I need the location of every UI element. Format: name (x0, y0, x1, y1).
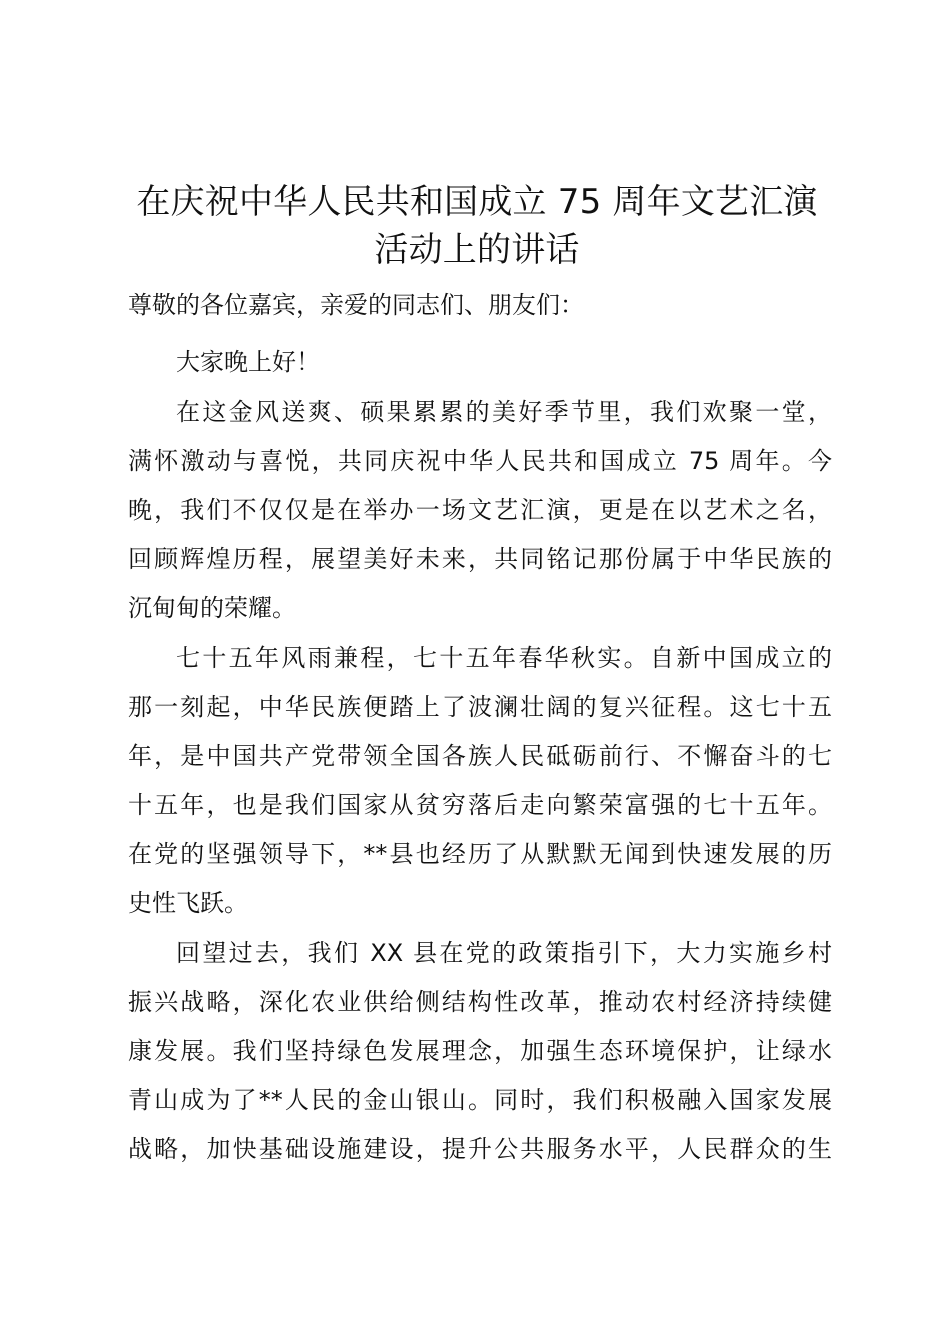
paragraph-line: 那一刻起，中华民族便踏上了波澜壮阔的复兴征程。这七十五 (128, 693, 832, 721)
paragraph-line: 大家晚上好！ (176, 348, 320, 376)
paragraph-greeting (128, 338, 832, 387)
title-line-2: 活动上的讲话 (374, 230, 580, 270)
document-title (120, 178, 834, 274)
paragraph-line: 振兴战略，深化农业供给侧结构性改革，推动农村经济持续健 (128, 988, 832, 1016)
document-body (128, 282, 832, 1174)
paragraph-line: 沉甸甸的荣耀。 (128, 594, 296, 622)
paragraph-line: 青山成为了**人民的金山银山。同时，我们积极融入国家发展 (128, 1086, 832, 1114)
paragraph-line: 史性飞跃。 (128, 889, 248, 917)
paragraph-celebration (128, 388, 832, 633)
salutation: 尊敬的各位嘉宾，亲爱的同志们、朋友们： (128, 291, 584, 319)
paragraph-line: 晚，我们不仅仅是在举办一场文艺汇演，更是在以艺术之名， (128, 496, 832, 524)
paragraph-line: 十五年，也是我们国家从贫穷落后走向繁荣富强的七十五年。 (128, 791, 832, 819)
paragraph-line: 回顾辉煌历程，展望美好未来，共同铭记那份属于中华民族的 (128, 545, 832, 573)
paragraph-line: 在党的坚强领导下，**县也经历了从默默无闻到快速发展的历 (128, 840, 832, 868)
paragraph-line: 在这金风送爽、硕果累累的美好季节里，我们欢聚一堂， (176, 398, 832, 426)
paragraph-line: 康发展。我们坚持绿色发展理念，加强生态环境保护，让绿水 (128, 1037, 832, 1065)
paragraph-line: 战略，加快基础设施建设，提升公共服务水平，人民群众的生 (128, 1135, 832, 1163)
paragraph-looking-back (128, 929, 832, 1174)
paragraph-line: 年，是中国共产党带领全国各族人民砥砺前行、不懈奋斗的七 (128, 742, 832, 770)
title-line-1: 在庆祝中华人民共和国成立 75 周年文艺汇演 (136, 182, 818, 222)
paragraph-seventy-five-years (128, 634, 832, 928)
paragraph-line: 回望过去，我们 XX 县在党的政策指引下，大力实施乡村 (176, 939, 832, 967)
paragraph-line: 满怀激动与喜悦，共同庆祝中华人民共和国成立 75 周年。今 (128, 447, 832, 475)
paragraph-line: 七十五年风雨兼程，七十五年春华秋实。自新中国成立的 (176, 644, 832, 672)
